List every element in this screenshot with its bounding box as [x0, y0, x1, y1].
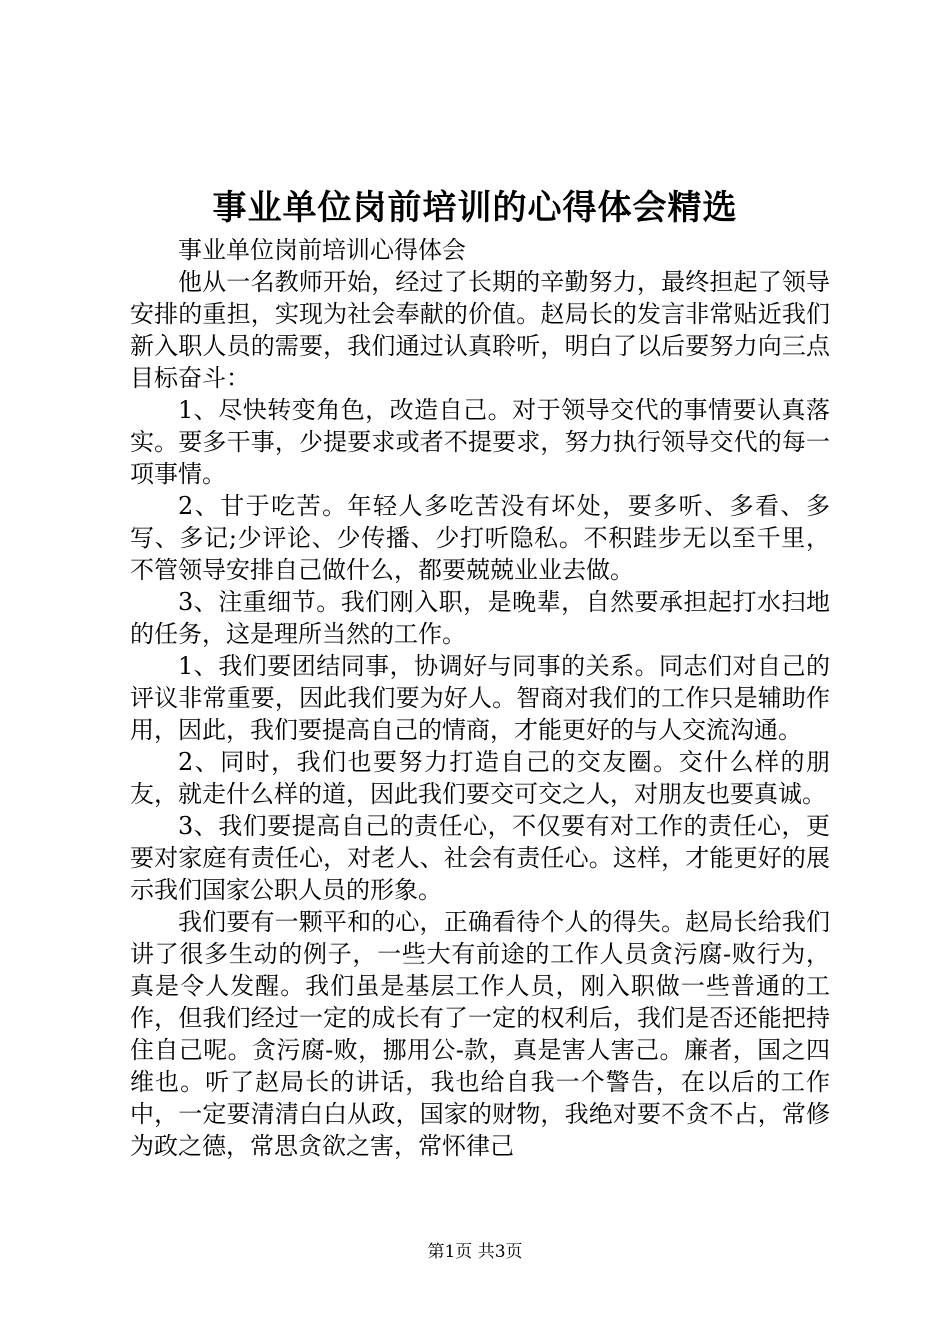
paragraph: 2、甘于吃苦。年轻人多吃苦没有坏处，要多听、多看、多写、多记;少评论、少传播、少打听隐私。不积跬步无以至千里，不管领导安排自己做什么，都要兢兢业业去做。	[130, 492, 830, 584]
document-title: 事业单位岗前培训的心得体会精选	[212, 188, 738, 228]
paragraph: 3、我们要提高自己的责任心，不仅要有对工作的责任心，更要对家庭有责任心，对老人、社会有责任心。这样，才能更好的展示我们国家公职人员的形象。	[130, 812, 830, 904]
paragraph: 3、注重细节。我们刚入职，是晚辈，自然要承担起打水扫地的任务，这是理所当然的工作。	[130, 588, 830, 648]
paragraph: 我们要有一颗平和的心，正确看待个人的得失。赵局长给我们讲了很多生动的例子，一些大有前途的工作人员贪污腐-败行为，真是令人发醒。我们虽是基层工作人员，刚入职做一些普通的工作，但我们经过一定的成长有了一定的权利后，我们是否还能把持住自己呢。贪污腐-败，挪用公-款，真是害人害己。廉者，国之四维也。听了赵局长的讲话，我也给自我一个警告，在以后的工作中，一定要清清白白从政，国家的财物，我绝对要不贪不占，常修为政之德，常思贪欲之害，常怀律己	[130, 908, 830, 1160]
paragraph: 1、我们要团结同事，协调好与同事的关系。同志们对自己的评议非常重要，因此我们要为好人。智商对我们的工作只是辅助作用，因此，我们要提高自己的情商，才能更好的与人交流沟通。	[130, 652, 830, 744]
page-footer: 第1页 共3页	[427, 1242, 523, 1262]
paragraph: 他从一名教师开始，经过了长期的辛勤努力，最终担起了领导安排的重担，实现为社会奉献的价值。赵局长的发言非常贴近我们新入职人员的需要，我们通过认真聆听，明白了以后要努力向三点目标奋斗：	[130, 268, 830, 392]
paragraph: 1、尽快转变角色，改造自己。对于领导交代的事情要认真落实。要多干事，少提要求或者不提要求，努力执行领导交代的每一项事情。	[130, 396, 830, 488]
paragraph: 2、同时，我们也要努力打造自己的交友圈。交什么样的朋友，就走什么样的道，因此我们要交可交之人，对朋友也要真诚。	[130, 748, 830, 808]
document-body	[130, 234, 830, 1162]
paragraph-subtitle: 事业单位岗前培训心得体会	[178, 236, 466, 264]
